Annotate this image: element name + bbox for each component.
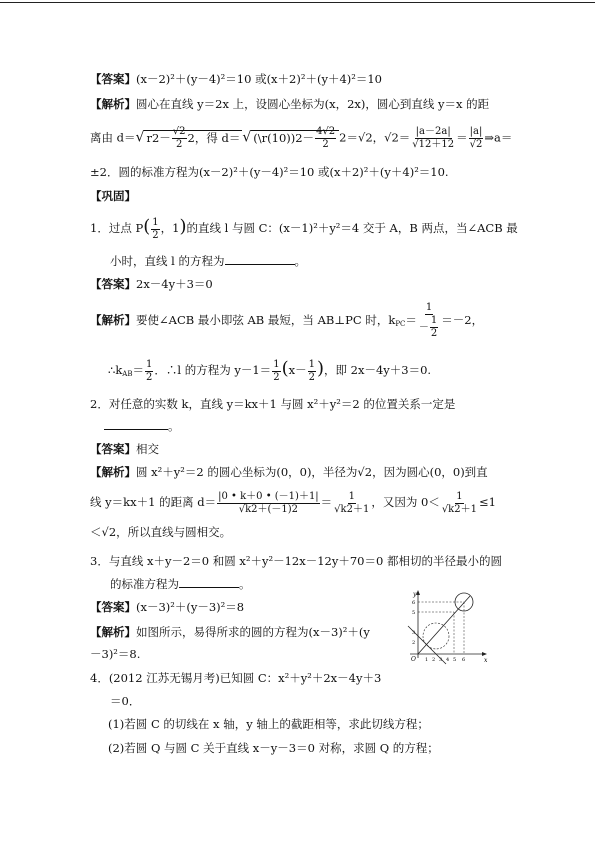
text: ，又因为 0＜ [371, 495, 440, 509]
text: 的直线 l 与圆 C：(x－1)²＋y²＝4 交于 A，B 两点，当∠ACB 最 [186, 221, 518, 235]
top-rule [0, 2, 595, 3]
text: r2－ [146, 130, 171, 145]
denominator: √k2＋1 [334, 503, 370, 515]
fraction [411, 126, 455, 151]
analysis-label: 【解析】 [90, 97, 136, 111]
numerator: |0 • k＋0 • (－1)＋1| [218, 490, 319, 502]
analysis-label: 【解析】 [90, 465, 136, 479]
text: 。 [168, 419, 180, 433]
text: － [418, 322, 429, 333]
text: ＝ [132, 363, 144, 377]
numerator: 1 [456, 490, 463, 502]
text: 。 [294, 254, 306, 268]
fraction [418, 302, 440, 340]
denominator: 2 [430, 328, 438, 339]
q4-line-3: (1)若圆 C 的切线在 x 轴，y 轴上的截距相等，求此切线方程； [108, 717, 429, 731]
paren-icon: ( [143, 216, 151, 237]
tick-label: 6 [412, 600, 416, 606]
fraction [469, 126, 484, 151]
fraction [151, 217, 159, 242]
q2-line-1: 2．对任意的实数 k，直线 y＝kx＋1 与圆 x²＋y²＝2 的位置关系一定是 [90, 397, 456, 411]
text: ＝ [320, 495, 333, 509]
numerator: 1 [308, 358, 315, 370]
fraction [308, 359, 316, 384]
numerator: 1 [430, 315, 438, 326]
answer-text: 相交 [136, 442, 159, 456]
answer-label: 【答案】 [90, 442, 136, 456]
numerator: |a－2a| [415, 126, 451, 137]
answer-blank[interactable] [179, 576, 239, 588]
x-label: x [484, 657, 488, 664]
answer-blank[interactable] [225, 253, 295, 265]
fraction [315, 126, 336, 151]
q3-analysis-2: －3)²＝8. [90, 647, 141, 661]
x-arrow-icon [482, 652, 487, 656]
text: ＝－2， [441, 313, 484, 327]
q4-line-2: ＝0． [110, 694, 141, 708]
q2-analysis-1 [90, 464, 488, 480]
answer-text: 2x－4y＋3＝0 [136, 277, 213, 291]
q1-analysis-1 [90, 300, 483, 340]
q4-line-4: (2)若圆 Q 与圆 C 关于直线 x－y－3＝0 对称，求圆 Q 的方程； [108, 741, 439, 755]
numerator: 1 [348, 490, 355, 502]
analysis-label: 【解析】 [90, 625, 136, 639]
q1-analysis-2 [108, 358, 431, 384]
fraction [333, 491, 370, 516]
paren-icon: ( [281, 358, 289, 379]
answer-line-1 [90, 71, 382, 87]
tick-label: 3 [439, 657, 443, 663]
fraction [441, 491, 478, 516]
text: 的标准方程为 [110, 577, 179, 591]
numerator: 1 [152, 216, 159, 228]
text: ⇒a＝ [484, 130, 513, 145]
text: 线 y＝kx＋1 的距离 d＝ [90, 495, 217, 509]
numerator: 1 [146, 358, 153, 370]
analysis-text: 圆 x²＋y²＝2 的圆心坐标为(0，0)，半径为√2，因为圆心(0，0)到直 [136, 465, 488, 479]
denominator: 2 [146, 371, 153, 383]
numerator: |a| [469, 126, 483, 137]
radicand [251, 126, 339, 150]
subscript: AB [122, 370, 133, 378]
analysis-text: 圆心在直线 y＝2x 上，设圆心坐标为(x，2x)，圆心到直线 y＝x 的距 [136, 97, 490, 111]
text: ＝ [405, 313, 417, 327]
paren-icon: ) [316, 358, 324, 379]
radical-icon: √ [242, 129, 252, 146]
tangent-circle-figure [406, 588, 488, 666]
fraction [217, 491, 320, 516]
radical-icon: √ [135, 129, 145, 146]
q2-line-2 [104, 418, 180, 434]
text: 2，得 d＝ [187, 130, 241, 145]
denominator: 2 [152, 229, 159, 241]
q2-analysis-2 [90, 488, 496, 516]
subscript: PC [395, 320, 406, 328]
q3-analysis-1 [90, 624, 370, 640]
y-arrow-icon [416, 590, 420, 595]
denominator: 2 [175, 139, 183, 150]
answer-text: (x－3)²＋(y－3)²＝8 [136, 600, 245, 614]
q3-line-2 [110, 576, 251, 592]
denominator: √k2＋1 [441, 503, 477, 515]
analysis-label: 【解析】 [90, 313, 136, 327]
answer-label: 【答案】 [90, 277, 136, 291]
denominator: √12＋12 [412, 139, 455, 150]
y-label: y [413, 591, 417, 598]
analysis-line-3: ±2．圆的标准方程为(x－2)²＋(y－4)²＝10 或(x＋2)²＋(y＋4)²＝10. [90, 165, 449, 179]
tick-label: 5 [412, 610, 416, 616]
numerator: 1 [273, 358, 280, 370]
q3-line-1: 3．与直线 x＋y－2＝0 和圆 x²＋y²－12x－12y＋70＝0 都相切的半径最小的圆 [90, 554, 502, 568]
fraction [172, 126, 187, 151]
text: 小时，直线 l 的方程为 [110, 254, 225, 268]
consolidate-heading: 【巩固】 [90, 189, 136, 203]
text: x－ [288, 363, 307, 377]
center-line [418, 596, 470, 654]
numerator: 4√2 [316, 126, 336, 137]
radicand [144, 126, 242, 150]
analysis-text: 如图所示，易得所求的圆的方程为(x－3)²＋(y [136, 625, 370, 639]
text: ≤1 [478, 495, 496, 509]
q3-answer [90, 599, 244, 615]
denominator: √2 [469, 139, 483, 150]
text: 离由 d＝ [90, 130, 136, 145]
denominator: 2 [273, 371, 280, 383]
text: 2＝√2，√2＝ [339, 130, 411, 145]
tick-label: 2 [412, 640, 416, 646]
text: 1．过点 P [90, 221, 144, 235]
tick-label: 6 [462, 657, 466, 663]
text: ，即 2x－4y＋3＝0. [324, 363, 432, 377]
denominator: 2 [322, 139, 329, 150]
analysis-line-2 [90, 126, 512, 151]
analysis-line-1 [90, 96, 489, 112]
answer-blank[interactable] [104, 418, 168, 430]
q2-answer [90, 441, 159, 457]
text: ＝ [456, 130, 468, 145]
tick-label: 1 [425, 657, 429, 663]
answer-label: 【答案】 [90, 600, 136, 614]
paren-icon: ) [179, 216, 187, 237]
text: ．∴l 的方程为 y－1＝ [154, 363, 272, 377]
denominator: √k2＋(－1)2 [238, 503, 299, 515]
text: (\r(10))2－ [253, 130, 315, 145]
q1-answer [90, 276, 213, 292]
tick-label: 4 [446, 657, 450, 663]
tick-label: 5 [453, 657, 457, 663]
numerator: 1 [425, 302, 433, 313]
q1-line-1 [90, 216, 518, 242]
text: ∴k [108, 363, 123, 377]
fraction [272, 359, 280, 384]
answer-text: (x－2)²＋(y－4)²＝10 或(x＋2)²＋(y＋4)²＝10 [136, 72, 382, 86]
fraction [430, 315, 438, 340]
origin-label: O [411, 656, 416, 663]
text: 。 [239, 577, 251, 591]
q2-analysis-3: ＜√2，所以直线与圆相交。 [90, 525, 232, 539]
text: 要使∠ACB 最小即弦 AB 最短，当 AB⊥PC 时，k [136, 313, 396, 327]
answer-label: 【答案】 [90, 72, 136, 86]
denominator [418, 315, 440, 340]
numerator: √2 [172, 126, 186, 137]
text: ，1 [160, 221, 180, 235]
q4-line-1: 4．(2012 江苏无锡月考)已知圆 C：x²＋y²＋2x－4y＋3 [90, 671, 382, 685]
q1-line-2 [110, 253, 306, 269]
denominator: 2 [308, 371, 315, 383]
tick-label: 3 [412, 630, 416, 636]
fraction [145, 359, 153, 384]
tick-label: 2 [432, 657, 436, 663]
